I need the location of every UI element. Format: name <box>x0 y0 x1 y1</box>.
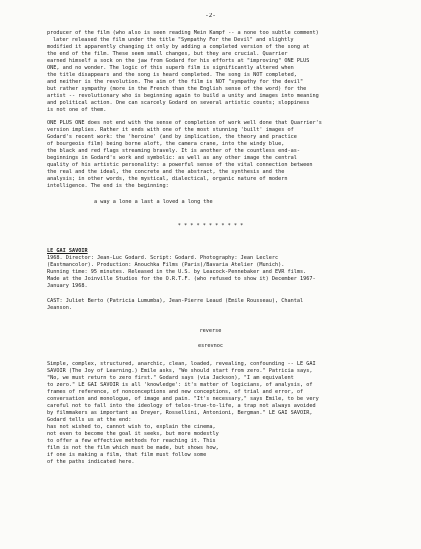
quotation-line: film is not the film which must be made, but shows how, <box>47 445 219 451</box>
text-line: and political action. One can scarcely Godard on several artistic counts; sloppiness <box>47 100 310 106</box>
text-line: the real and the ideal, the concrete and the abstract, the synthesis and the <box>47 169 285 175</box>
credits-line: 1968. Director: Jean-Luc Godard. Script: Godard. Photography: Jean Leclerc <box>47 255 279 261</box>
text-line: analysis; in other words, the mystical, dialectical, organic nature of modern <box>47 176 288 182</box>
text-line: ONE PLUS ONE does not end with the sense of completion of work well done that Quarrier's <box>47 120 322 126</box>
quotation-line: to offer a few effective methods for reaching it. This <box>47 438 216 444</box>
text-line: modified it apparently changing it only by adding a completed version of the song at <box>47 44 310 50</box>
text-line: Simple, complex, structured, anarchic, clean, loaded, revealing, confounding -- LE GAI <box>47 361 316 367</box>
text-line: Godard's recent work: the 'heroine' (and by implication, the theory and practice <box>47 134 297 140</box>
quotation-line: not even to become the goal it seeks, but more modestly <box>47 431 219 437</box>
text-line: "No, we must return to zero first." Godard says (via Jackson), "I am equivalent <box>47 375 294 381</box>
text-line: frames of reference, of nonconceptions and new conceptions, of trial and error, of <box>47 389 304 395</box>
text-line: producer of the film (who also is seen reading Mein Kampf -- a none too subtle comment) <box>47 30 319 36</box>
text-line: but rather sympathy (more in the French than the English sense of the word) for the <box>47 86 307 92</box>
text-line: the black and red flags streaming bravely. It is another of the countless end-as- <box>47 148 300 154</box>
credits-line: (Eastmancolor). Production: Anouchka Films (Paris)/Bavaria Atelier (Munich). <box>47 262 285 268</box>
text-line: intelligence. The end is the beginning: <box>47 183 169 189</box>
credits-line: Made at the Joinville Studios for the O.R.T.F. (who refused to show it) December 1967- <box>47 276 316 282</box>
text-line: earned himself a sock on the jaw from Godard for his efforts at "improving" ONE PLUS <box>47 58 310 64</box>
credits-line: January 1968. <box>47 283 88 289</box>
credits-line: Running time: 95 minutes. Released in the U.S. by Leacock-Pennebaker and EVR films. <box>47 269 307 275</box>
text-line: the title disappears and the song is heard completed. The song is NOT completed, <box>47 72 297 78</box>
text-line: artist -- revolutionary who is beginning again to build a unity and images into meaning <box>47 93 319 99</box>
section-divider: * * * * * * * * * * * <box>177 223 244 229</box>
text-line: is not one of them. <box>47 107 107 113</box>
film-title-heading: LE GAI SAVOIR <box>47 248 88 254</box>
quotation-line: of the paths indicated here. <box>47 459 135 465</box>
text-line: quality of his artistic personality: a powerful sense of the vital connection between <box>47 162 313 168</box>
text-line: of bourgeois film) being borne aloft, the camera crane, into the windy blue, <box>47 141 285 147</box>
text-line: the end of the film. These seem small changes, but they are crucial. Quarrier <box>47 51 288 57</box>
text-line: and neither is the revolution. The aim of the film is NOT "sympathy for the devil" <box>47 79 304 85</box>
text-line: beginnings in Godard's work and symbolic: as well as any other image the central <box>47 155 297 161</box>
page-number: -2- <box>205 13 216 19</box>
text-line: Godard tells us at the end: <box>47 417 132 423</box>
section-word: esrevnoc <box>198 343 223 349</box>
text-line: version implies. Rather it ends with one of the most stunning 'built' images of <box>47 127 294 133</box>
text-line: careful not to fall into the ideology of telos-true-to-life, a trap not always avoided <box>47 403 316 409</box>
quotation-line: if one is making a film, that film must follow some <box>47 452 207 458</box>
quotation-line: has not wished to, cannot wish to, explain the cinema, <box>47 424 216 430</box>
section-word: reverse <box>199 328 222 334</box>
text-line: by filmmakers as important as Dreyer, Rossellini, Antonioni, Bergman." LE GAI SAVOIR, <box>47 410 313 416</box>
text-line: conversation and monologue, of image and pain. "It's necessary," says Emile, to be very <box>47 396 319 402</box>
text-line: later released the film under the title "Sympathy For the Devil" and slightly <box>53 37 294 43</box>
quotation-line: a way a lone a last a loved a long the <box>94 199 213 205</box>
cast-line: CAST: Juliet Berto (Patricia Lumumba), Jean-Pierre Leaud (Emile Rousseau), Chantal <box>47 298 304 304</box>
cast-line: Jeanson. <box>47 305 72 311</box>
text-line: SAVOIR (The Joy of Learning.) Emile asks, "We should start from zero." Patricia says, <box>47 368 313 374</box>
text-line: to zero." LE GAI SAVOIR is all 'knowledge': it's matter of logicians, of analysis, of <box>47 382 313 388</box>
text-line: ONE, and no wonder. The logic of this superb film is significantly altered when <box>47 65 294 71</box>
